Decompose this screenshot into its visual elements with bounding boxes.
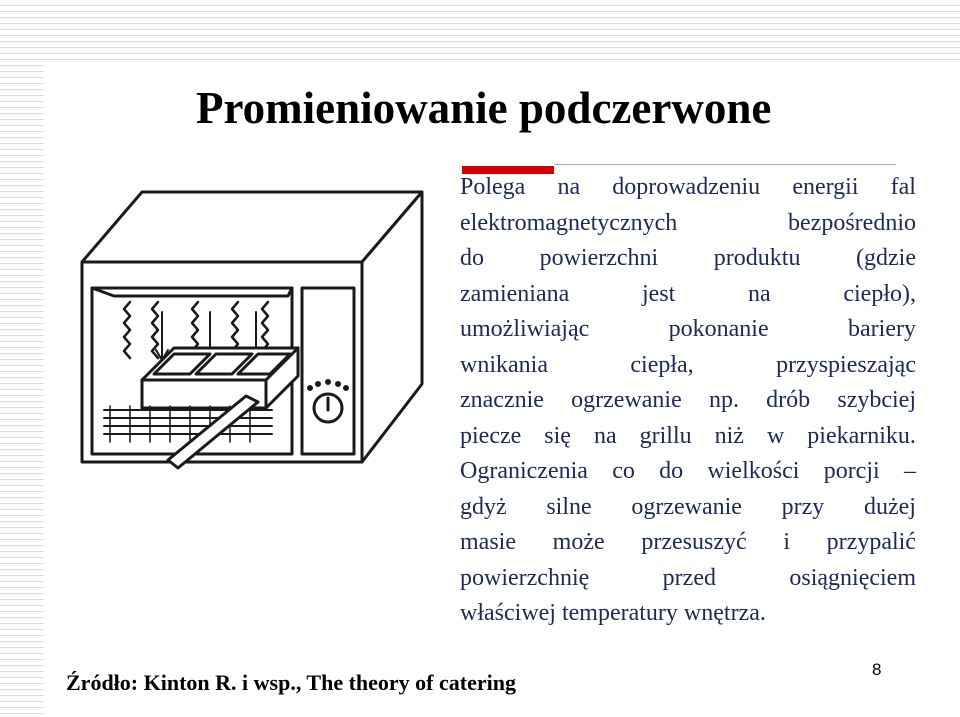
text-line: Polega na doprowadzeniu energii fal (460, 174, 916, 200)
source-citation: Źródło: Kinton R. i wsp., The theory of catering (66, 670, 516, 695)
text-line: masie może przesuszyć i przypalić (460, 529, 916, 555)
text-line: znacznie ogrzewanie np. drób szybciej (460, 387, 916, 413)
grill-oven-illustration (50, 162, 428, 504)
text-line: Ograniczenia co do wielkości porcji – (460, 458, 916, 484)
slide-title: Promieniowanie podczerwone (196, 83, 772, 133)
text-line: właściwej temperatury wnętrza. (460, 600, 766, 626)
description-text (460, 170, 916, 632)
text-line: piecze się na grillu niż w piekarniku. (460, 422, 916, 449)
text-line: powierzchnię przed osiągnięciem (460, 564, 916, 591)
text-line: gdyż silne ogrzewanie przy dużej (460, 493, 916, 520)
infrared-grill-oven-icon (50, 162, 428, 504)
text-line: wnikania ciepła, przyspieszając (460, 351, 916, 378)
text-line: do powierzchni produktu (gdzie (460, 245, 916, 271)
divider-line (554, 164, 896, 165)
text-line: elektromagnetycznych bezpośrednio (460, 209, 916, 236)
text-line: umożliwiając pokonanie bariery (460, 316, 916, 342)
page-number: 8 (872, 660, 882, 679)
text-line: zamieniana jest na ciepło), (460, 280, 916, 307)
